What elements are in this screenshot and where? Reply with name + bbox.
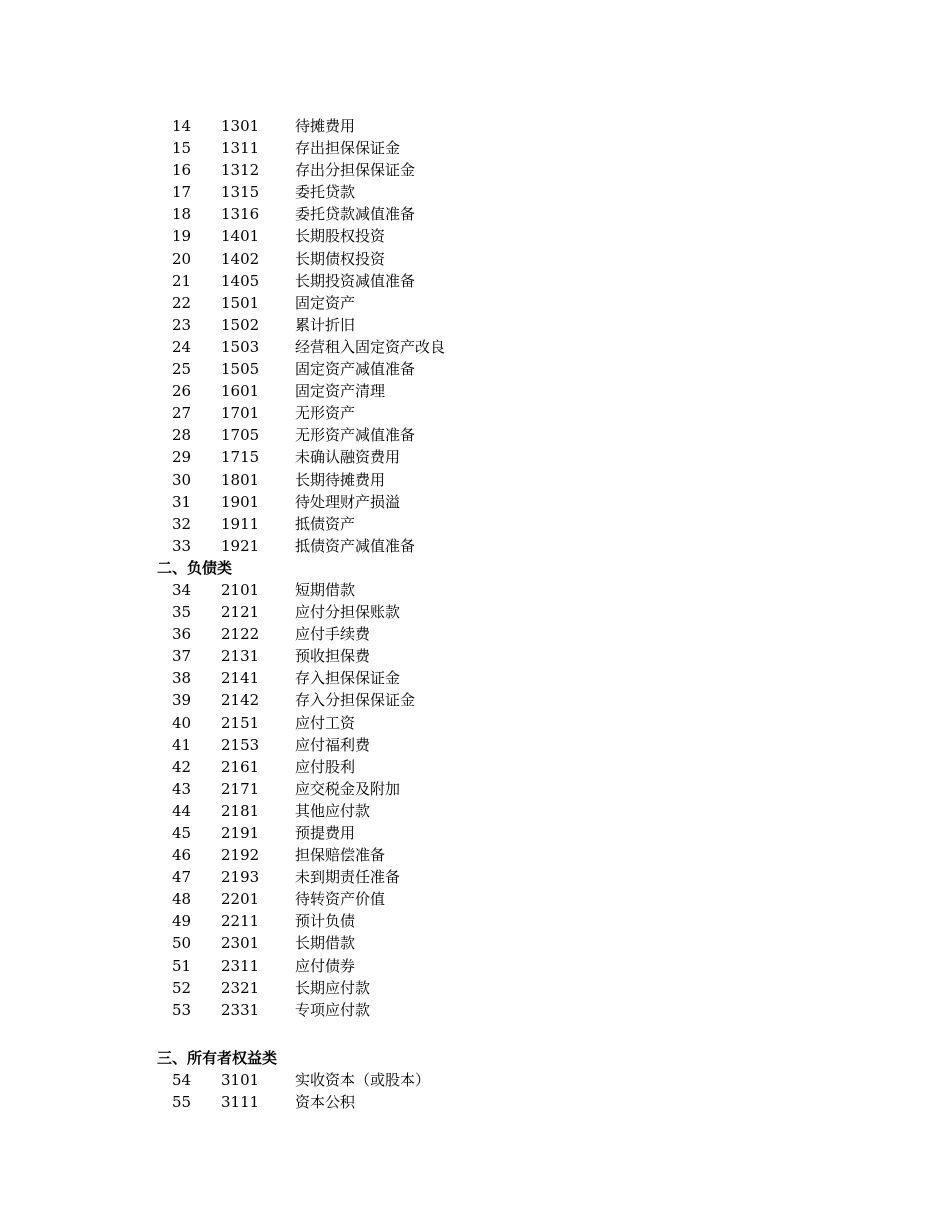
account-name: 担保赔偿准备 <box>295 846 386 865</box>
account-sequence-number: 43 <box>172 779 192 798</box>
account-name: 长期投资减值准备 <box>295 271 416 290</box>
account-code: 1316 <box>221 205 260 224</box>
account-row <box>0 822 950 844</box>
account-sequence-number: 55 <box>172 1093 192 1112</box>
account-code: 1911 <box>221 514 260 533</box>
account-name: 预计负债 <box>295 912 356 931</box>
account-code: 2193 <box>221 868 260 887</box>
account-code: 1701 <box>221 404 260 423</box>
account-row <box>0 866 950 888</box>
account-row <box>0 424 950 446</box>
account-sequence-number: 19 <box>172 227 192 246</box>
account-sequence-number: 24 <box>172 337 192 356</box>
section-heading-equity: 三、所有者权益类 <box>157 1049 278 1068</box>
account-row <box>0 270 950 292</box>
account-sequence-number: 23 <box>172 315 192 334</box>
account-row <box>0 1069 950 1091</box>
account-name: 长期股权投资 <box>295 227 386 246</box>
account-row <box>0 402 950 424</box>
account-code: 1503 <box>221 337 260 356</box>
section-assets-continued <box>0 115 950 557</box>
account-name: 委托贷款减值准备 <box>295 205 416 224</box>
account-sequence-number: 52 <box>172 978 192 997</box>
account-sequence-number: 48 <box>172 890 192 909</box>
account-name: 应付福利费 <box>295 735 371 754</box>
account-code: 2141 <box>221 669 260 688</box>
account-sequence-number: 16 <box>172 161 192 180</box>
account-row <box>0 535 950 557</box>
account-sequence-number: 53 <box>172 1000 192 1019</box>
account-row <box>0 778 950 800</box>
account-name: 预提费用 <box>295 824 356 842</box>
account-row <box>0 623 950 645</box>
account-name: 固定资产清理 <box>295 382 386 401</box>
account-name: 应付分担保账款 <box>295 603 401 622</box>
account-sequence-number: 27 <box>172 404 192 423</box>
account-code: 2301 <box>221 934 260 953</box>
account-sequence-number: 37 <box>172 647 192 666</box>
account-name: 累计折旧 <box>295 315 356 334</box>
account-sequence-number: 38 <box>172 669 192 688</box>
account-code: 2151 <box>221 713 260 732</box>
account-code: 2171 <box>221 779 260 798</box>
account-row <box>0 910 950 932</box>
account-code: 2211 <box>221 912 260 931</box>
account-sequence-number: 36 <box>172 625 192 644</box>
account-name: 存入担保保证金 <box>295 669 401 688</box>
account-sequence-number: 41 <box>172 735 192 754</box>
account-name: 固定资产 <box>295 293 356 312</box>
account-sequence-number: 30 <box>172 470 192 489</box>
account-sequence-number: 31 <box>172 492 192 511</box>
account-code: 2161 <box>221 757 260 776</box>
account-name: 未确认融资费用 <box>295 448 401 467</box>
account-sequence-number: 15 <box>172 139 192 158</box>
account-name: 应付手续费 <box>295 625 371 644</box>
account-row <box>0 115 950 137</box>
account-sequence-number: 14 <box>172 117 192 135</box>
account-row <box>0 1091 950 1113</box>
account-sequence-number: 40 <box>172 713 192 732</box>
account-row <box>0 225 950 247</box>
section-equity <box>0 1069 950 1113</box>
account-code: 2331 <box>221 1000 260 1019</box>
account-sequence-number: 28 <box>172 426 192 445</box>
account-sequence-number: 54 <box>172 1071 192 1090</box>
account-list-document <box>0 115 950 1114</box>
account-name: 抵债资产 <box>295 514 356 533</box>
account-code: 1312 <box>221 161 260 180</box>
account-row <box>0 844 950 866</box>
account-sequence-number: 29 <box>172 448 192 467</box>
account-name: 无形资产减值准备 <box>295 426 416 445</box>
account-code: 2153 <box>221 735 260 754</box>
account-sequence-number: 26 <box>172 382 192 401</box>
account-row <box>0 756 950 778</box>
account-row <box>0 491 950 513</box>
account-name: 待处理财产损溢 <box>295 492 401 511</box>
account-code: 1502 <box>221 315 260 334</box>
account-row <box>0 667 950 689</box>
account-name: 无形资产 <box>295 404 356 423</box>
account-row <box>0 888 950 910</box>
account-name: 长期债权投资 <box>295 249 386 268</box>
section-liabilities <box>0 579 950 1021</box>
account-sequence-number: 35 <box>172 603 192 622</box>
account-sequence-number: 33 <box>172 536 192 555</box>
account-row <box>0 336 950 358</box>
account-name: 预收担保费 <box>295 647 371 666</box>
account-code: 2321 <box>221 978 260 997</box>
account-code: 1301 <box>221 117 260 135</box>
account-name: 专项应付款 <box>295 1000 371 1019</box>
account-row <box>0 159 950 181</box>
account-name: 应付工资 <box>295 713 356 732</box>
account-name: 抵债资产减值准备 <box>295 536 416 555</box>
account-sequence-number: 39 <box>172 691 192 710</box>
account-sequence-number: 32 <box>172 514 192 533</box>
account-sequence-number: 46 <box>172 846 192 865</box>
account-row <box>0 513 950 535</box>
account-row <box>0 292 950 314</box>
account-row <box>0 358 950 380</box>
account-name: 应付债券 <box>295 956 356 975</box>
account-name: 待转资产价值 <box>295 890 386 909</box>
account-code: 1601 <box>221 382 260 401</box>
account-name: 存出担保保证金 <box>295 139 401 158</box>
account-row <box>0 446 950 468</box>
account-name: 应交税金及附加 <box>295 779 401 798</box>
account-code: 1402 <box>221 249 260 268</box>
account-sequence-number: 42 <box>172 757 192 776</box>
account-sequence-number: 22 <box>172 293 192 312</box>
account-code: 2181 <box>221 801 260 820</box>
account-name: 未到期责任准备 <box>295 868 401 887</box>
account-row <box>0 181 950 203</box>
account-row <box>0 203 950 225</box>
account-sequence-number: 21 <box>172 271 192 290</box>
account-code: 2311 <box>221 956 260 975</box>
account-row <box>0 469 950 491</box>
account-sequence-number: 49 <box>172 912 192 931</box>
account-name: 固定资产减值准备 <box>295 360 416 379</box>
account-row <box>0 601 950 623</box>
account-row <box>0 137 950 159</box>
account-name: 长期待摊费用 <box>295 470 386 489</box>
account-name: 短期借款 <box>295 580 356 599</box>
account-code: 3111 <box>221 1093 260 1112</box>
account-row <box>0 314 950 336</box>
account-code: 1501 <box>221 293 260 312</box>
account-name: 存出分担保保证金 <box>295 161 416 180</box>
account-sequence-number: 17 <box>172 183 192 202</box>
account-sequence-number: 50 <box>172 934 192 953</box>
blank-line <box>0 1021 950 1047</box>
account-row <box>0 380 950 402</box>
account-code: 1311 <box>221 139 260 158</box>
account-name: 待摊费用 <box>295 117 356 135</box>
account-sequence-number: 47 <box>172 868 192 887</box>
account-code: 2101 <box>221 580 260 599</box>
account-code: 1405 <box>221 271 260 290</box>
account-sequence-number: 25 <box>172 360 192 379</box>
account-row <box>0 248 950 270</box>
account-name: 经营租入固定资产改良 <box>295 337 446 356</box>
account-code: 1401 <box>221 227 260 246</box>
account-code: 1505 <box>221 360 260 379</box>
account-sequence-number: 45 <box>172 824 192 842</box>
section-heading-liabilities: 二、负债类 <box>157 558 233 577</box>
account-code: 2191 <box>221 824 260 842</box>
account-name: 实收资本（或股本） <box>295 1071 431 1090</box>
account-code: 1705 <box>221 426 260 445</box>
account-name: 应付股利 <box>295 757 356 776</box>
account-name: 资本公积 <box>295 1093 356 1112</box>
account-name: 存入分担保保证金 <box>295 691 416 710</box>
account-row <box>0 645 950 667</box>
account-row <box>0 712 950 734</box>
account-row <box>0 955 950 977</box>
account-code: 1901 <box>221 492 260 511</box>
account-sequence-number: 34 <box>172 580 192 599</box>
account-code: 2192 <box>221 846 260 865</box>
account-row <box>0 977 950 999</box>
account-name: 长期应付款 <box>295 978 371 997</box>
account-code: 1315 <box>221 183 260 202</box>
account-code: 2122 <box>221 625 260 644</box>
account-row <box>0 800 950 822</box>
account-sequence-number: 20 <box>172 249 192 268</box>
account-row <box>0 999 950 1021</box>
account-name: 长期借款 <box>295 934 356 953</box>
account-code: 2142 <box>221 691 260 710</box>
account-row <box>0 932 950 954</box>
account-code: 1801 <box>221 470 260 489</box>
account-sequence-number: 44 <box>172 801 192 820</box>
account-name: 委托贷款 <box>295 183 356 202</box>
account-code: 2121 <box>221 603 260 622</box>
account-sequence-number: 51 <box>172 956 192 975</box>
account-code: 2201 <box>221 890 260 909</box>
account-name: 其他应付款 <box>295 801 371 820</box>
account-code: 1921 <box>221 536 260 555</box>
account-row <box>0 689 950 711</box>
account-row <box>0 579 950 601</box>
account-code: 2131 <box>221 647 260 666</box>
account-code: 1715 <box>221 448 260 467</box>
account-row <box>0 734 950 756</box>
account-code: 3101 <box>221 1071 260 1090</box>
account-sequence-number: 18 <box>172 205 192 224</box>
